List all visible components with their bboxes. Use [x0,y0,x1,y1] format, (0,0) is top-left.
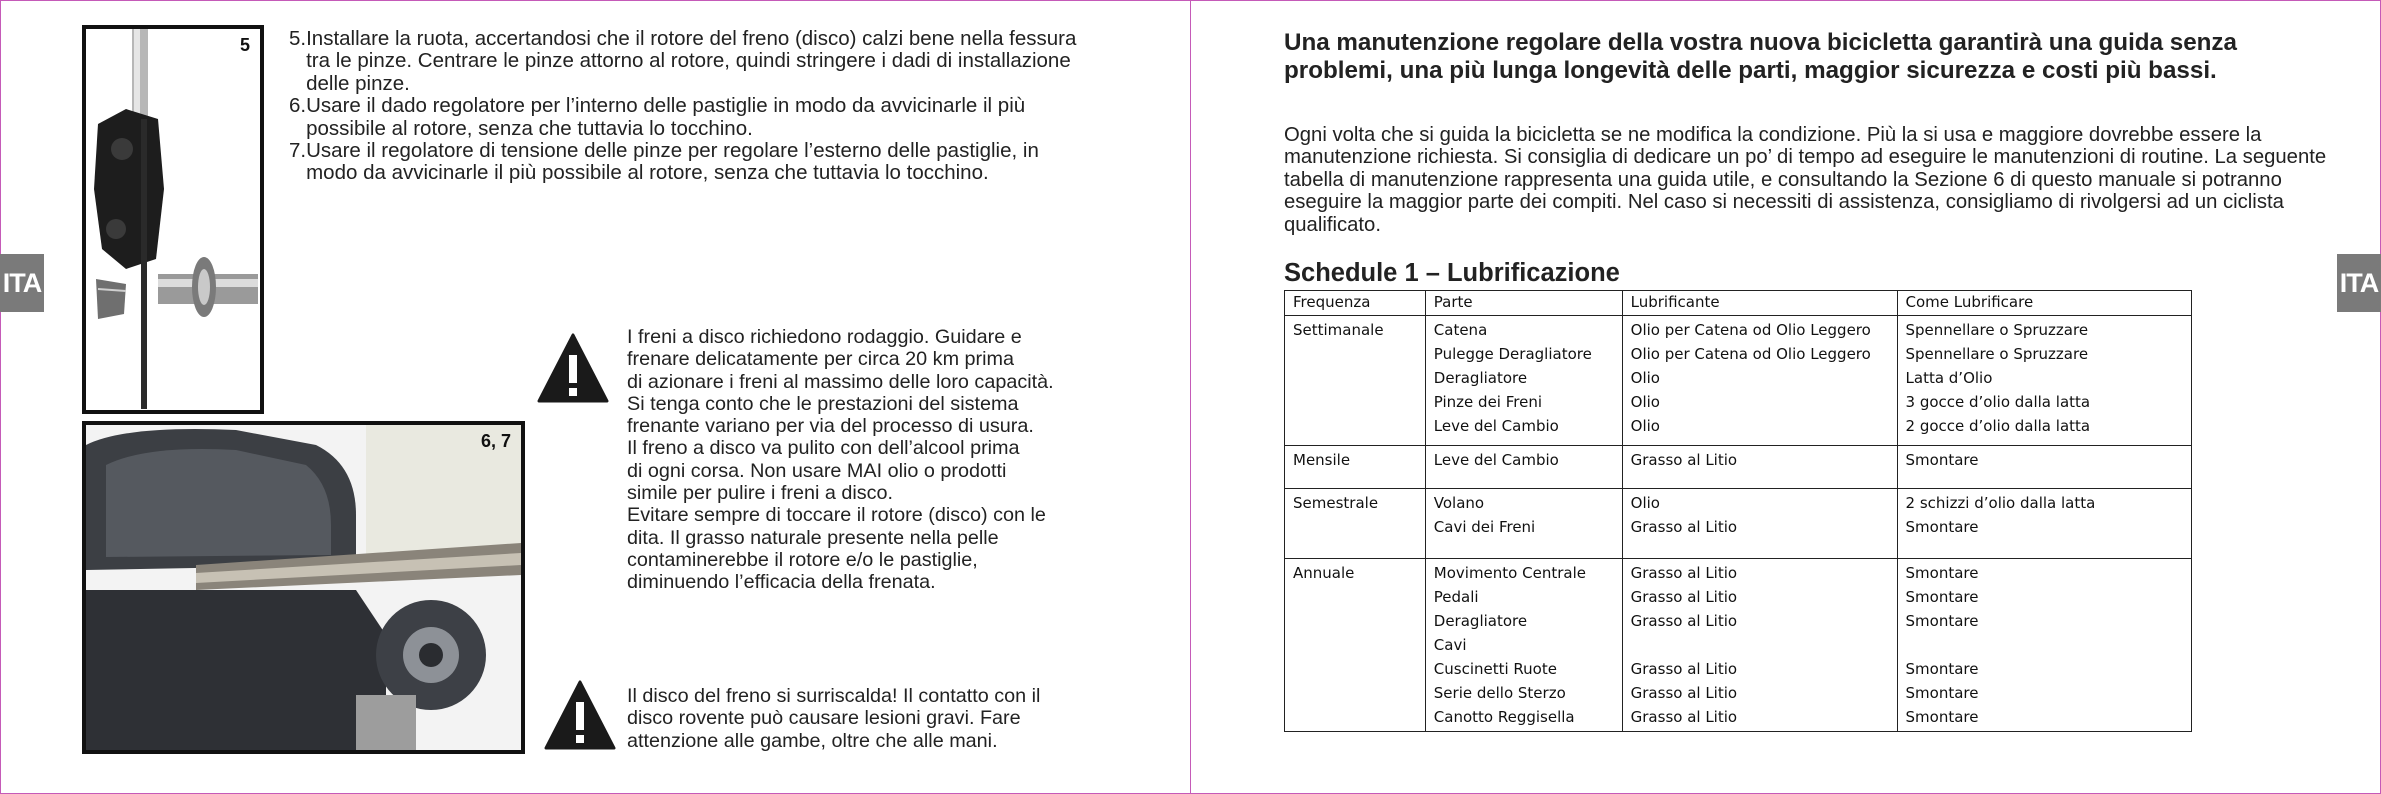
step-text: Installare la ruota, accertandosi che il rotore del freno (disco) calzi bene nella fessura tra le pinze. Centrare le pinze attorno al rotore, quindi stringere i dadi di installazione delle pinze. [306,27,1077,95]
warning-line: simile per pulire i freni a disco. [627,482,894,505]
cell-text: Spennellare o Spruzzare [1905,321,2089,339]
method-cell [1897,489,2191,559]
warning-line: attenzione alle gambe, oltre che alle mani. [627,729,998,752]
warning-line: contaminerebbe il rotore e/o le pastiglie, [627,548,978,571]
cell-text: Annuale [1293,564,1355,582]
language-tab-right: ITA [2337,254,2381,312]
cell-text: Mensile [1293,451,1351,469]
step-text: Usare il dado regolatore per l’interno delle pastiglie in modo da avvicinarle il più possibile al rotore, senza che tuttavia lo tocchino. [306,94,1026,140]
column-header: Parte [1425,291,1622,316]
cell-text: Pinze dei Freni [1433,393,1543,411]
cell-text: Smontare [1905,588,1979,606]
warning-line: frenare delicatamente per circa 20 km prima [627,348,1014,371]
cell-text: Cavi dei Freni [1433,518,1536,536]
cell-text: Grasso al Litio [1630,518,1738,536]
cell-text [1906,633,2183,657]
table-row [1285,446,2192,489]
step-item [289,95,1089,140]
cell-text: 2 gocce d’olio dalla latta [1905,417,2091,435]
cell-text: Cuscinetti Ruote [1433,660,1557,678]
cell-text: Settimanale [1293,321,1384,339]
column-header: Lubrificante [1622,291,1897,316]
step-number: 5. [289,27,307,50]
part-cell [1425,489,1622,559]
break-in-warning-text [627,326,1187,594]
cell-text: Leve del Cambio [1433,417,1559,435]
cell-text: Smontare [1905,612,1979,630]
cell-text: Pulegge Deragliatore [1433,345,1592,363]
lubricant-cell [1622,316,1897,446]
cell-text: Deragliatore [1433,369,1528,387]
cell-text: Deragliatore [1433,612,1528,630]
caliper-illustration [86,29,260,410]
part-cell [1425,559,1622,732]
cell-text: Smontare [1905,451,1979,469]
table-row [1285,559,2192,732]
cell-text: Cavi [1433,636,1467,654]
step-number: 7. [289,139,307,163]
warning-line: dita. Il grasso naturale presente nella pelle [627,526,999,549]
cell-text: Olio [1630,393,1660,411]
cell-text: Grasso al Litio [1630,660,1738,678]
cell-text: 3 gocce d’olio dalla latta [1905,393,2091,411]
frequency-cell [1285,446,1426,489]
lubricant-cell [1622,446,1897,489]
cell-text: Volano [1433,494,1485,512]
warning-icon [543,678,617,752]
cell-text: Smontare [1905,684,1979,702]
maintenance-heading: Una manutenzione regolare della vostra nuova bicicletta garantirà una guida senza problemi, una più lunga longevità delle parti, maggior sicurezza e costi più bassi. [1284,29,2237,84]
warning-line: frenante variano per via del processo di usura. [627,415,1034,438]
cell-text: Smontare [1905,518,1979,536]
cell-text: Semestrale [1293,494,1379,512]
warning-line: di azionare i freni al massimo delle loro capacità. [627,370,1054,393]
cell-text [1631,633,1889,657]
warning-line: Il disco del freno si surriscalda! Il contatto con il [627,685,1041,707]
adjuster-illustration [86,425,521,750]
cell-text: Smontare [1905,564,1979,582]
schedule-title: Schedule 1 – Lubrificazione [1284,259,1620,287]
cell-text: Grasso al Litio [1630,684,1738,702]
installation-steps [289,28,1089,185]
table-header-row [1285,291,2192,316]
cell-text: Olio [1630,417,1660,435]
warning-line: Evitare sempre di toccare il rotore (disco) con le [627,504,1046,527]
table-row [1285,489,2192,559]
method-cell [1897,446,2191,489]
brake-caliper-photo [82,25,264,414]
step-item [289,140,1089,185]
cell-text: Catena [1433,321,1488,339]
part-cell [1425,316,1622,446]
warning-line: diminuendo l’efficacia della frenata. [627,571,936,594]
frequency-cell [1285,489,1426,559]
step-number: 6. [289,94,307,118]
cell-text: Leve del Cambio [1433,451,1559,469]
warning-line: disco rovente può causare lesioni gravi. Fare [627,707,1021,730]
cell-text: Smontare [1905,708,1979,726]
part-cell [1425,446,1622,489]
photo-number-label: 5 [239,35,250,55]
column-header: Frequenza [1285,291,1426,316]
cell-text: 2 schizzi d’olio dalla latta [1905,494,2096,512]
cell-text: Grasso al Litio [1630,564,1738,582]
cell-text: Grasso al Litio [1630,612,1738,630]
method-cell [1897,559,2191,732]
maintenance-intro-paragraph: Ogni volta che si guida la bicicletta se ne modifica la condizione. Più la si usa e maggiore dovrebbe essere la manutenzione richiesta. Si consiglia di dedicare un po’ di tempo ad eseguire le manutenzioni di routine. La seguente tabella di manutenzione rappresenta una guida utile, e consultando la Sezione 6 di questo manuale si potranno eseguire la maggior parte dei compiti. Nel caso si necessiti di assistenza, consigliamo di rivolgersi ad un ciclista qualificato. [1284,124,2327,236]
cell-text: Olio [1630,494,1660,512]
cell-text: Serie dello Sterzo [1433,684,1566,702]
language-tab-left: ITA [0,254,44,312]
cell-text: Canotto Reggisella [1433,708,1575,726]
column-header: Come Lubrificare [1897,291,2191,316]
cell-text: Olio [1630,369,1660,387]
cell-text: Olio per Catena od Olio Leggero [1630,345,1871,363]
warning-line: Il freno a disco va pulito con dell’alcool prima [627,437,1020,460]
cell-text: Grasso al Litio [1630,708,1738,726]
warning-line: di ogni corsa. Non usare MAI olio o prodotti [627,459,1007,482]
warning-line: I freni a disco richiedono rodaggio. Guidare e [627,326,1022,348]
cell-text: Olio per Catena od Olio Leggero [1630,321,1871,339]
frequency-cell [1285,559,1426,732]
frequency-cell [1285,316,1426,446]
lubricant-cell [1622,489,1897,559]
cell-text: Movimento Centrale [1433,564,1586,582]
warning-line: Si tenga conto che le prestazioni del sistema [627,392,1019,415]
step-text: Usare il regolatore di tensione delle pinze per regolare l’esterno delle pastiglie, in modo da avvicinarle il più possibile al rotore, senza che tuttavia lo tocchino. [306,139,1039,185]
method-cell [1897,316,2191,446]
cell-text: Spennellare o Spruzzare [1905,345,2089,363]
photo-number-label: 6, 7 [480,431,511,451]
brake-pad-adjuster-photo [82,421,525,754]
step-item [289,28,1089,95]
cell-text: Latta d’Olio [1905,369,1993,387]
lubricant-cell [1622,559,1897,732]
warning-icon [536,331,610,405]
table-row [1285,316,2192,446]
hot-disc-warning-text [627,685,1187,752]
cell-text: Grasso al Litio [1630,451,1738,469]
cell-text: Pedali [1433,588,1479,606]
cell-text: Smontare [1905,660,1979,678]
lubrication-schedule-table [1284,290,2192,732]
cell-text: Grasso al Litio [1630,588,1738,606]
